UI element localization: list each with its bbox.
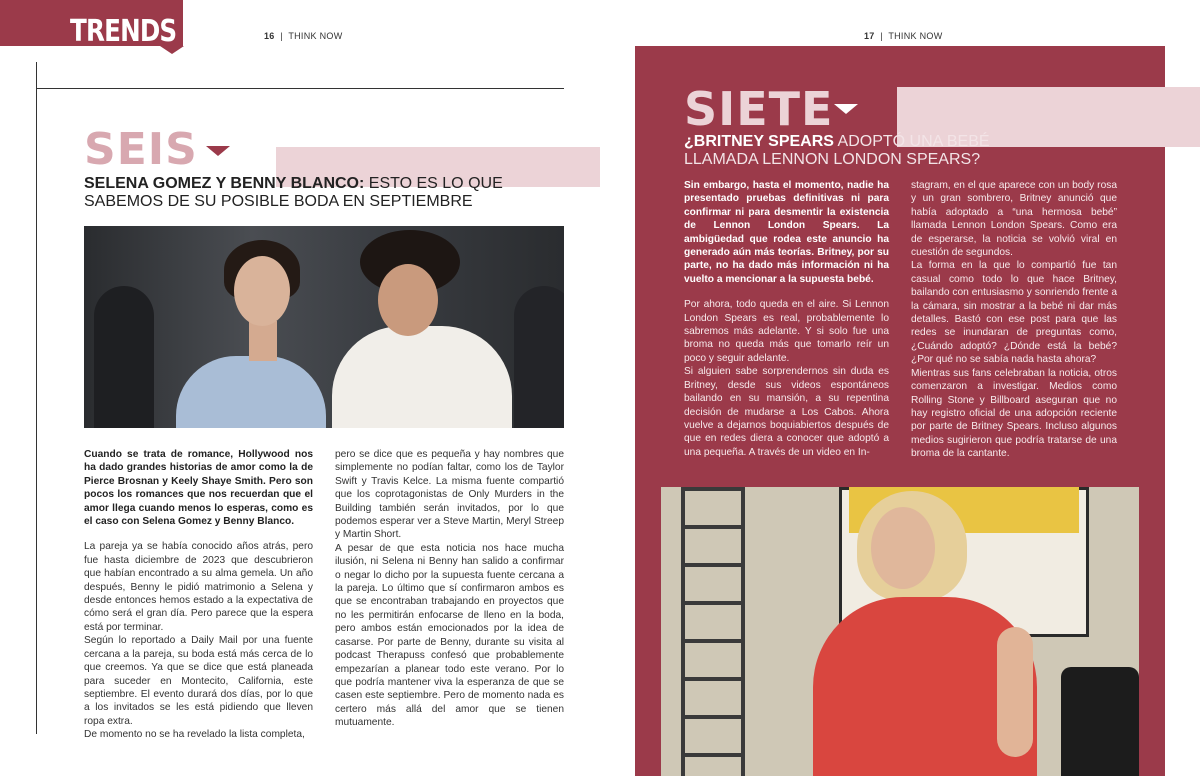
magazine-name-left: THINK NOW (288, 31, 343, 41)
article-column-1 (684, 179, 889, 459)
story-label-siete: SIETE (684, 82, 834, 136)
section-title: TRENDS (70, 14, 177, 49)
paragraph: pero se dice que es pequeña y hay nombres que simplemente no podían faltar, como los de Taylor Swift y Travis Kelce. La misma fuente compartió que los coprotagonistas de Only Murders in the Building también serán invitados, por lo que podemos esperar ver a Steve Martin, Meryl Streep y Martin Short. (335, 449, 564, 541)
page-number-left: 16 (264, 31, 275, 41)
paragraph: Si alguien sabe sorprendernos sin duda es Britney, desde sus videos espontáneos bailando en su mansión, a su repentina decisión de mudarse a Los Cabos. Ahora vuelve a dejarnos boquiabiertos después de que en redes diera a conocer que adoptó a una pequeña. A través de un video en In- (684, 366, 889, 458)
article-column-2 (335, 448, 564, 730)
article-column-1 (84, 448, 313, 742)
paragraph: Según lo reportado a Daily Mail por una fuente cercana a la pareja, su boda está más cerca de lo que creemos. Ya que se dice que está planeada para suceder en Montecito, California, este septiembre. El evento durará dos días, por lo que a los invitados se les está pidiendo que lleven ropa extra. (84, 635, 313, 727)
side-rule (36, 62, 37, 734)
top-rule (36, 88, 564, 89)
triangle-down-icon (206, 146, 230, 156)
lead-paragraph: Cuando se trata de romance, Hollywood nos ha dado grandes historias de amor como la de Pierce Brosnan y Keely Shaye Smith. Pero son pocos los romances que nos recuerdan que el amor llega cuando menos lo esperas, como es el caso con Selena Gomez y Benny Blanco. (84, 449, 313, 528)
article-column-2 (911, 179, 1117, 461)
folio-left: 16 | THINK NOW (264, 31, 343, 41)
lead-paragraph: Sin embargo, hasta el momento, nadie ha presentado pruebas definitivas ni para confirmar ni para desmentir la existencia de Lennon London Spears. La ambigüedad que rodea este anuncio ha generado aún más teorías. Britney, por su parte, no ha dado más información ni ha vuelto a mencionar a la supuesta bebé. (684, 180, 889, 285)
headline-seis-bold: SELENA GOMEZ Y BENNY BLANCO: (84, 175, 365, 192)
headline-seis (84, 175, 584, 211)
paragraph: La pareja ya se había conocido años atrás, pero fue hasta diciembre de 2023 que descubrieron que habían encontrado a su alma gemela. Un año después, Benny le pidió matrimonio a Selena y desde entonces hemos estado a la expectativa de cómo será el gran día. Pero parece que la espera está por terminar. (84, 541, 313, 633)
paragraph: stagram, en el que aparece con un body rosa y un gran sombrero, Britney anunció que había adoptado a “una hermosa bebé” llamada Lennon London Spears. Como era de esperarse, la noticia se volvió viral en cuestión de segundos. (911, 180, 1117, 259)
page-number-right: 17 (864, 31, 875, 41)
headline-siete (684, 133, 1014, 169)
photo-selena-benny (84, 226, 564, 428)
photo-britney (661, 487, 1139, 776)
headline-siete-bold: ¿BRITNEY SPEARS (684, 133, 834, 150)
paragraph: Por ahora, todo queda en el aire. Si Lennon London Spears es real, probablemente lo sabremos más adelante. Y si solo fue una broma no queda más que tomarlo reír un poco y seguir adelante. (684, 299, 889, 364)
paragraph: La forma en la que lo compartió fue tan casual como todo lo que hace Britney, bailando con entusiasmo y sonriendo frente a la cámara, sin mostrar a la bebé ni dar más detalles. Bastó con ese post para que las redes se inundaran de preguntas como, ¿Cuándo adoptó? ¿Dónde está la bebé? ¿Por qué no se sabía nada hasta ahora? (911, 260, 1117, 366)
folio-right: 17 | THINK NOW (864, 31, 943, 41)
magazine-name-right: THINK NOW (888, 31, 943, 41)
headline-siete-rest: ADOPTÓ UNA BEBÉ LLAMADA LENNON LONDON SPEARS? (684, 133, 990, 168)
paragraph: De momento no se ha revelado la lista completa, (84, 729, 305, 741)
story-label-seis: SEIS (84, 124, 198, 175)
paragraph: Mientras sus fans celebraban la noticia, otros comenzaron a investigar. Medios como Rolling Stone y Billboard aseguran que no hay registro oficial de una adopción reciente por parte de Britney Spears. Incluso algunos medios sugirieron que podría tratarse de una broma de la cantante. (911, 367, 1117, 460)
headline-seis-rest: ESTO ES LO QUE SABEMOS DE SU POSIBLE BODA EN SEPTIEMBRE (84, 175, 503, 210)
triangle-down-icon (834, 104, 858, 114)
paragraph: A pesar de que esta noticia nos hace mucha ilusión, ni Selena ni Benny han salido a confirmar o negar lo dicho por la supuesta fuente cercana a la pareja. Lo último que sí confirmaron ambos es que se encontraban trabajando en proyectos que no les permitirán enfocarse de lleno en la boda, pero ambos están emocionados por la idea de casarse. Por parte de Benny, durante su visita al podcast Therapuss confesó que probablemente empezarían a planear todo este verano. Por lo que podría mantener viva la esperanza de que se casen este septiembre. Pero de momento nada es certero más allá del amor que se tienen mutuamente. (335, 542, 564, 729)
